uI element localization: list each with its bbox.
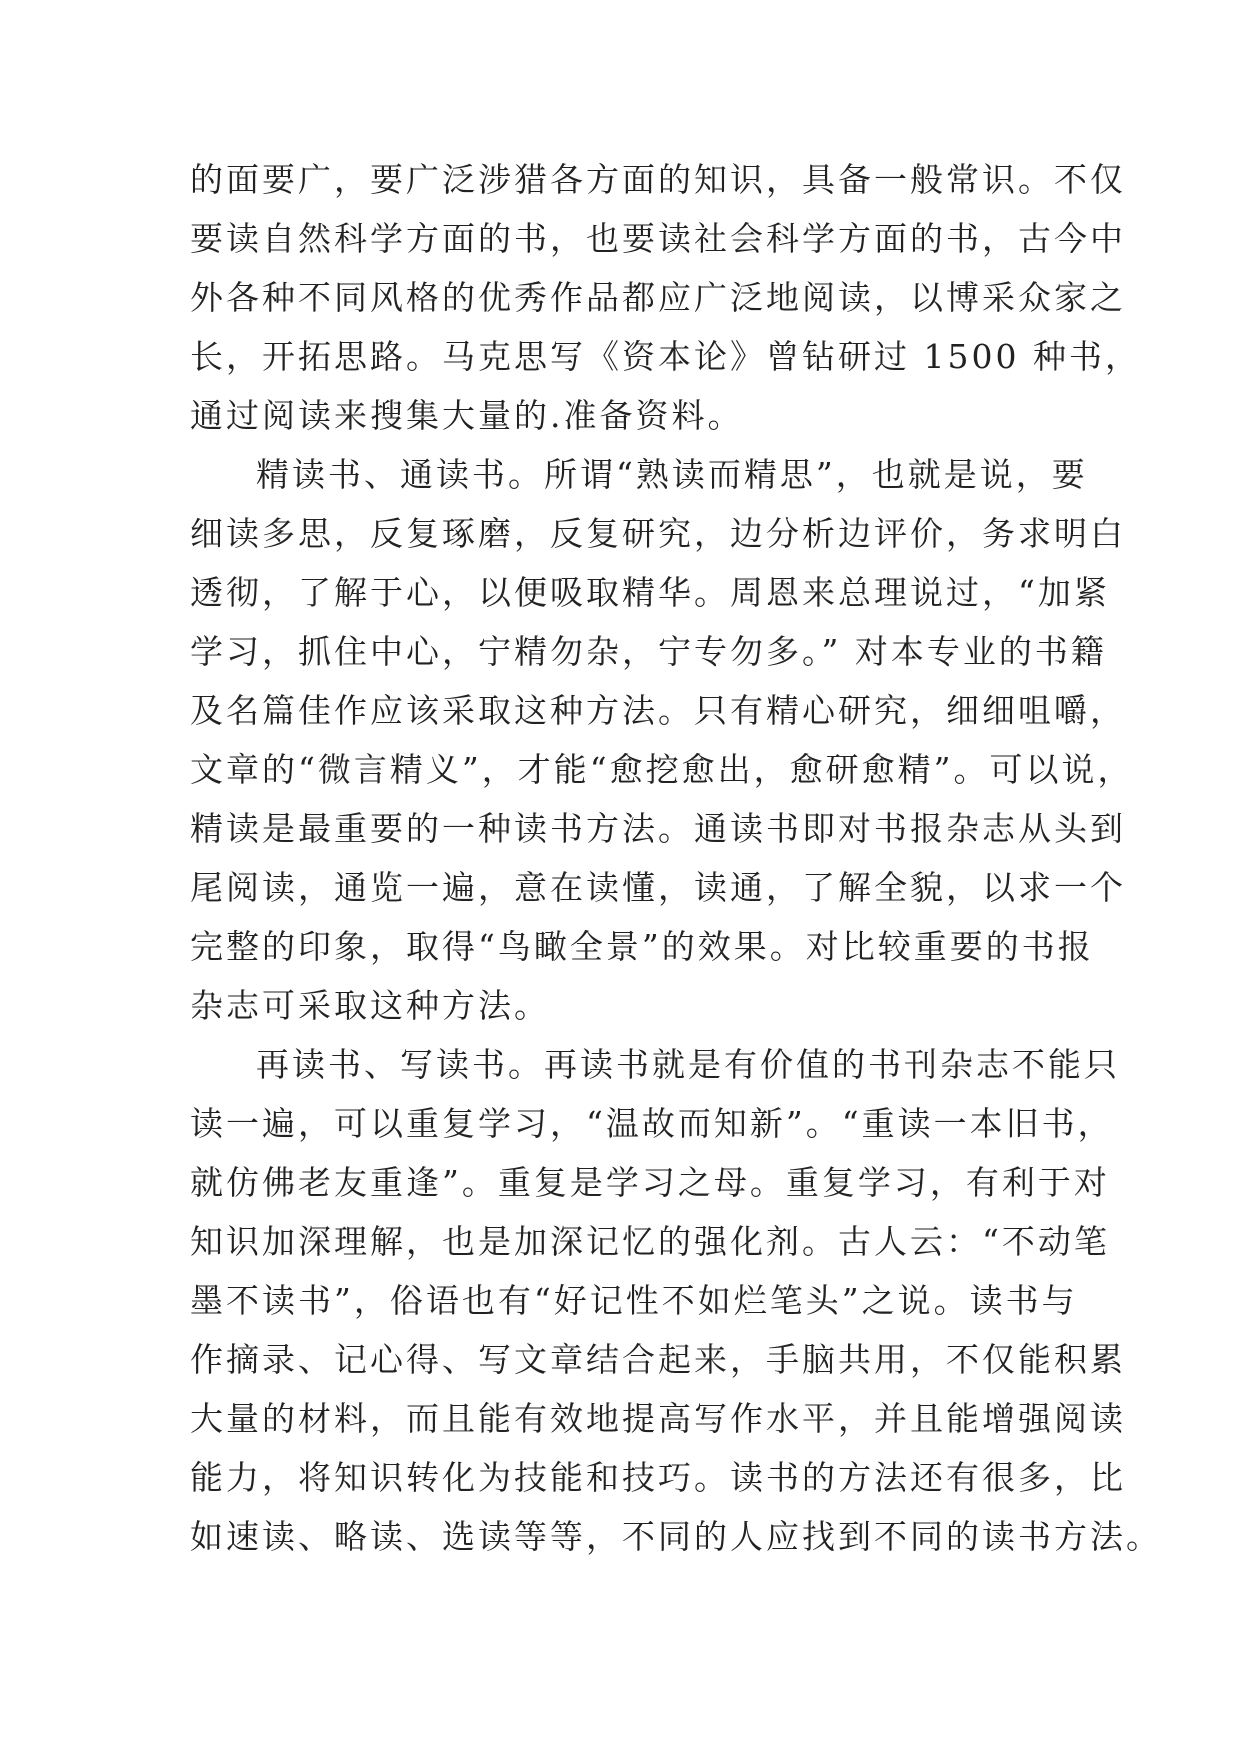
text-line: 及名篇佳作应该采取这种方法。只有精心研究，细细咀嚼， bbox=[190, 691, 1126, 730]
text-line: 能力，将知识转化为技能和技巧。读书的方法还有很多，比 bbox=[190, 1458, 1126, 1497]
text-line: 学习，抓住中心，宁精勿杂，宁专勿多。” 对本专业的书籍 bbox=[190, 632, 1107, 671]
text-line: 精读书、通读书。所谓“熟读而精思”，也就是说，要 bbox=[256, 455, 1088, 494]
text-line: 读一遍，可以重复学习，“温故而知新”。“重读一本旧书， bbox=[190, 1104, 1114, 1143]
text-line: 通过阅读来搜集大量的.准备资料。 bbox=[190, 396, 744, 435]
text-line: 再读书、写读书。再读书就是有价值的书刊杂志不能只 bbox=[256, 1045, 1120, 1084]
paragraph-1 bbox=[190, 150, 1141, 445]
text-line: 长，开拓思路。马克思写《资本论》曾钻研过 1500 种书， bbox=[190, 337, 1141, 376]
text-line: 细读多思，反复琢磨，反复研究，边分析边评价，务求明白 bbox=[190, 514, 1126, 553]
text-line: 知识加深理解，也是加深记忆的强化剂。古人云：“不动笔 bbox=[190, 1222, 1110, 1261]
text-line: 的面要广，要广泛涉猎各方面的知识，具备一般常识。不仅 bbox=[190, 160, 1126, 199]
text-line: 外各种不同风格的优秀作品都应广泛地阅读，以博采众家之 bbox=[190, 278, 1126, 317]
body-text bbox=[190, 150, 1162, 1566]
text-line: 完整的印象，取得“鸟瞰全景”的效果。对比较重要的书报 bbox=[190, 927, 1094, 966]
text-line: 墨不读书”，俗语也有“好记性不如烂笔头”之说。读书与 bbox=[190, 1281, 1078, 1320]
text-line: 杂志可采取这种方法。 bbox=[190, 986, 550, 1025]
paragraph-3 bbox=[190, 1035, 1162, 1566]
text-line: 尾阅读，通览一遍，意在读懂，读通，了解全貌，以求一个 bbox=[190, 868, 1126, 907]
paragraph-2 bbox=[190, 445, 1134, 1035]
text-line: 就仿佛老友重逢”。重复是学习之母。重复学习，有利于对 bbox=[190, 1163, 1110, 1202]
text-line: 作摘录、记心得、写文章结合起来，手脑共用，不仅能积累 bbox=[190, 1340, 1126, 1379]
text-line: 要读自然科学方面的书，也要读社会科学方面的书，古今中 bbox=[190, 219, 1126, 258]
text-line: 文章的“微言精义”，才能“愈挖愈出，愈研愈精”。可以说， bbox=[190, 750, 1134, 789]
text-line: 大量的材料，而且能有效地提高写作水平，并且能增强阅读 bbox=[190, 1399, 1126, 1438]
text-line: 透彻，了解于心，以便吸取精华。周恩来总理说过，“加紧 bbox=[190, 573, 1110, 612]
text-line: 如速读、略读、选读等等，不同的人应找到不同的读书方法。 bbox=[190, 1517, 1162, 1556]
text-line: 精读是最重要的一种读书方法。通读书即对书报杂志从头到 bbox=[190, 809, 1126, 848]
